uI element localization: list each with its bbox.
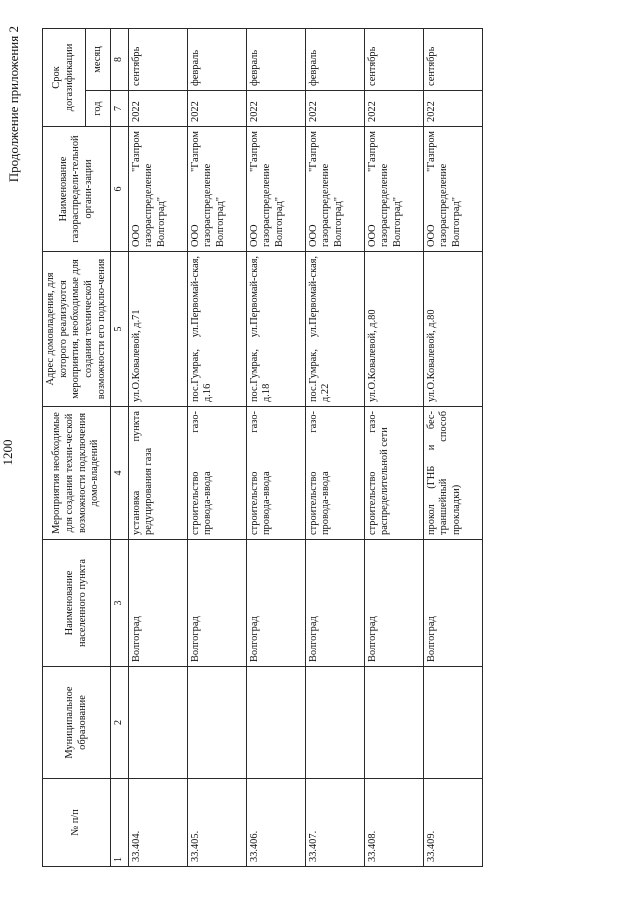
- row-year: 2022: [246, 91, 305, 127]
- table-header: [43, 29, 129, 867]
- row-settlement: Волгоград: [423, 540, 482, 667]
- table-row: [187, 29, 246, 867]
- row-organization: ООО "Газпром газораспределение Волгоград": [423, 127, 482, 252]
- row-municipality: [128, 667, 187, 779]
- row-year: 2022: [305, 91, 364, 127]
- table-row: [423, 29, 482, 867]
- column-number: 4: [111, 407, 128, 540]
- row-year: 2022: [423, 91, 482, 127]
- row-address: ул.О.Ковалевой, д.80: [423, 252, 482, 407]
- table-row: [128, 29, 187, 867]
- row-measure: строительство газо-провода-ввода: [187, 407, 246, 540]
- row-year: 2022: [364, 91, 423, 127]
- table-row: [305, 29, 364, 867]
- row-measure: строительство газо-провода-ввода: [305, 407, 364, 540]
- table-row: [246, 29, 305, 867]
- row-municipality: [305, 667, 364, 779]
- row-address: пос.Гумрак, ул.Первомай-ская, д.18: [246, 252, 305, 407]
- row-organization: ООО "Газпром газораспределение Волгоград": [128, 127, 187, 252]
- header-num: № п/п: [43, 779, 111, 867]
- row-settlement: Волгоград: [364, 540, 423, 667]
- row-month: сентябрь: [128, 29, 187, 91]
- row-year: 2022: [128, 91, 187, 127]
- row-month: февраль: [246, 29, 305, 91]
- gasification-table: [42, 28, 483, 867]
- row-address: ул.О.Ковалевой, д.71: [128, 252, 187, 407]
- row-number: 33.406.: [246, 779, 305, 867]
- row-organization: ООО "Газпром газораспределение Волгоград": [364, 127, 423, 252]
- column-number: 6: [111, 127, 128, 252]
- row-number: 33.409.: [423, 779, 482, 867]
- row-measure: прокол (ГНБ и бес-траншейный способ прокладки): [423, 407, 482, 540]
- row-number: 33.408.: [364, 779, 423, 867]
- row-municipality: [246, 667, 305, 779]
- column-number: 5: [111, 252, 128, 407]
- column-number: 8: [111, 29, 128, 91]
- row-measure: строительство газо-распределительной сети: [364, 407, 423, 540]
- row-number: 33.404.: [128, 779, 187, 867]
- column-number: 1: [111, 779, 128, 867]
- row-municipality: [187, 667, 246, 779]
- header-organization: Наименование газораспредели-тельной органи-зации: [43, 127, 111, 252]
- row-settlement: Волгоград: [246, 540, 305, 667]
- header-municipality: Муниципальное образование: [43, 667, 111, 779]
- row-month: февраль: [187, 29, 246, 91]
- page-number: 1200: [0, 439, 15, 466]
- subheader-month: месяц: [86, 29, 111, 91]
- column-number-row: [111, 29, 128, 867]
- row-organization: ООО "Газпром газораспределение Волгоград": [305, 127, 364, 252]
- header-address: Адрес домовладения, для которого реализуются мероприятия, необходимые для создания технической возможности его подклю-чения: [43, 252, 111, 407]
- row-settlement: Волгоград: [305, 540, 364, 667]
- row-settlement: Волгоград: [128, 540, 187, 667]
- row-measure: строительство газо-провода-ввода: [246, 407, 305, 540]
- header-term: Срок догазификации: [43, 29, 86, 127]
- row-month: сентябрь: [364, 29, 423, 91]
- column-number: 7: [111, 91, 128, 127]
- row-month: сентябрь: [423, 29, 482, 91]
- column-number: 2: [111, 667, 128, 779]
- row-address: ул.О.Ковалевой, д.80: [364, 252, 423, 407]
- row-organization: ООО "Газпром газораспределение Волгоград": [187, 127, 246, 252]
- header-measures: Мероприятия необходимые для создания техни-ческой возможности подключения домо-владений: [43, 407, 111, 540]
- table-row: [364, 29, 423, 867]
- table-body: [128, 29, 482, 867]
- row-year: 2022: [187, 91, 246, 127]
- row-address: пос.Гумрак, ул.Первомай-ская, д.22: [305, 252, 364, 407]
- row-month: февраль: [305, 29, 364, 91]
- row-municipality: [364, 667, 423, 779]
- row-measure: установка пункта редуцирования газа: [128, 407, 187, 540]
- row-number: 33.407.: [305, 779, 364, 867]
- row-municipality: [423, 667, 482, 779]
- row-number: 33.405.: [187, 779, 246, 867]
- row-address: пос.Гумрак, ул.Первомай-ская, д.16: [187, 252, 246, 407]
- column-number: 3: [111, 540, 128, 667]
- subheader-year: год: [86, 91, 111, 127]
- row-organization: ООО "Газпром газораспределение Волгоград": [246, 127, 305, 252]
- row-settlement: Волгоград: [187, 540, 246, 667]
- header-settlement: Наименование населенного пункта: [43, 540, 111, 667]
- continuation-caption: Продолжение приложения 2: [6, 26, 21, 183]
